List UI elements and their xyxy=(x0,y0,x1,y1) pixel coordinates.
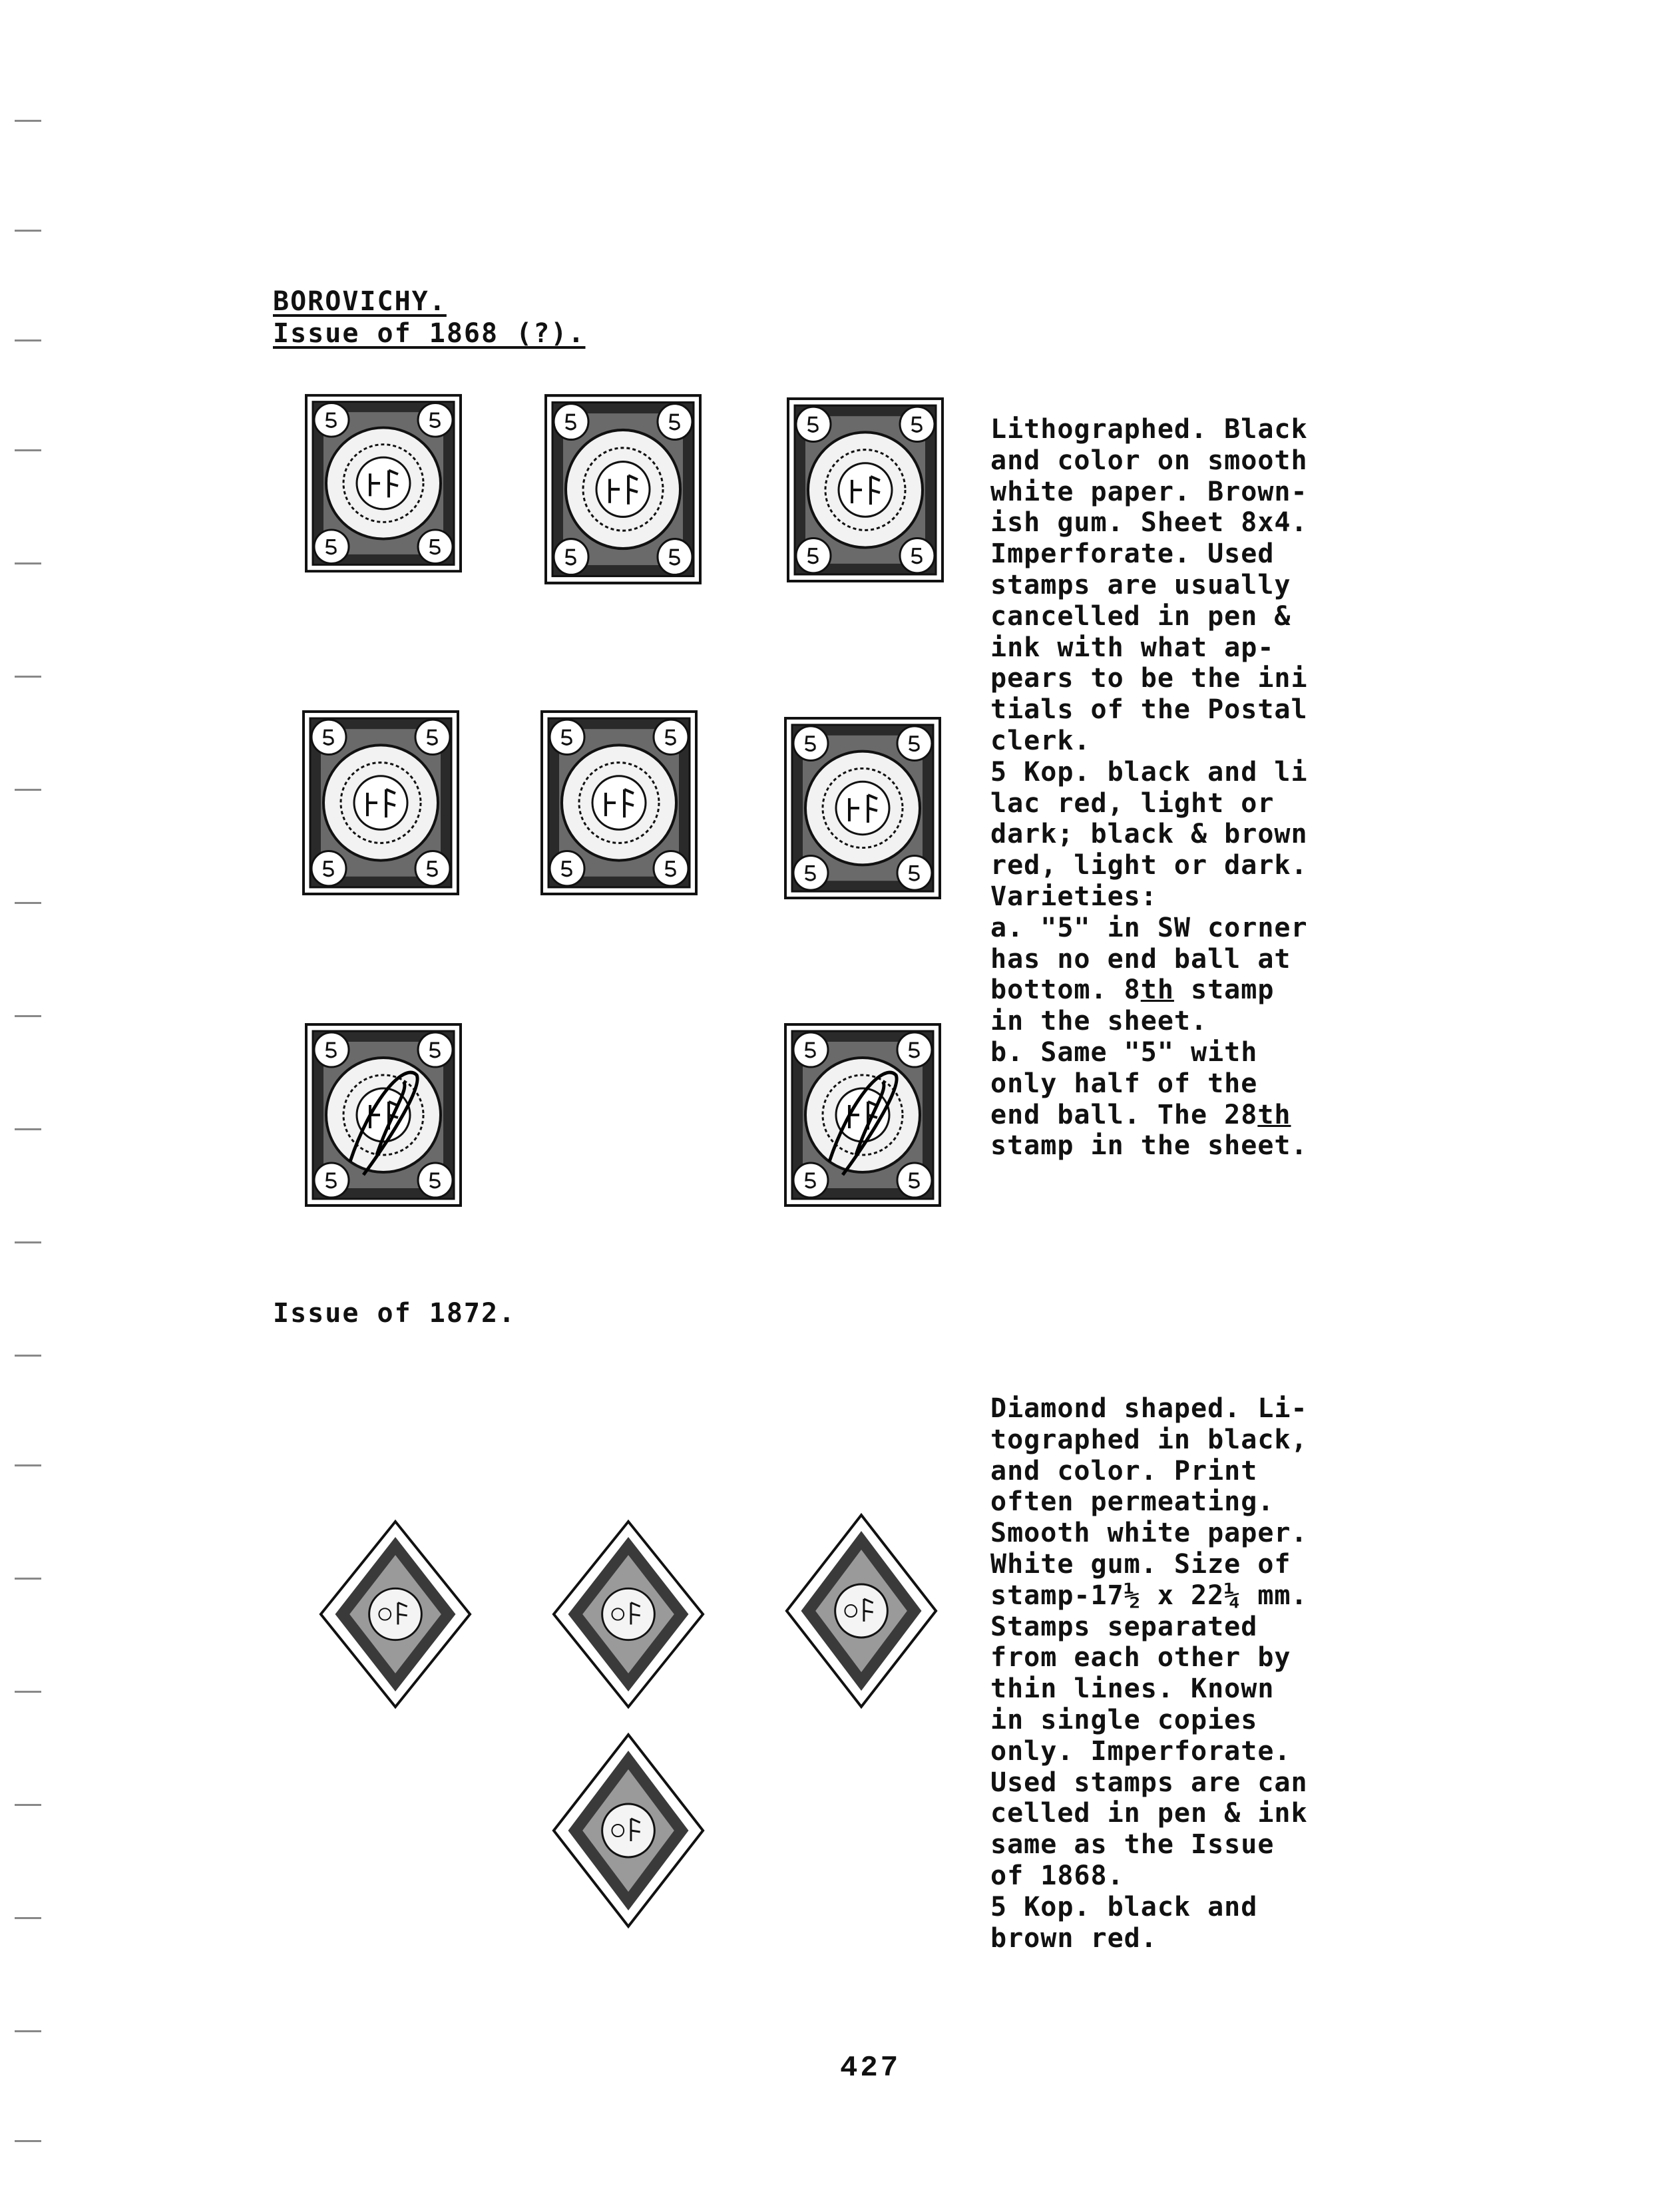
description-line: ink with what ap- xyxy=(990,632,1275,663)
description-line: stamps are usually xyxy=(990,569,1291,600)
description-line: pears to be the ini xyxy=(990,663,1308,694)
issue-1868-description xyxy=(990,414,1343,1162)
section-title: BOROVICHY. xyxy=(273,286,447,317)
issue-1872-heading: Issue of 1872. xyxy=(273,1298,517,1329)
stamp-1868-image xyxy=(304,393,463,574)
description-line: Stamps separated xyxy=(990,1611,1258,1642)
description-line: celled in pen & ink xyxy=(990,1798,1308,1829)
description-line: stamp-17½ x 22¼ mm. xyxy=(990,1580,1308,1611)
description-line: 5 Kop. black and xyxy=(990,1891,1258,1922)
description-line: from each other by xyxy=(990,1642,1291,1673)
description-line: clerk. xyxy=(990,725,1091,756)
stamp-1872-image xyxy=(783,1511,940,1711)
description-line: stamp in the sheet. xyxy=(990,1130,1308,1162)
issue-1872-description xyxy=(990,1393,1343,1954)
description-line: same as the Issue xyxy=(990,1829,1275,1861)
description-line: White gum. Size of xyxy=(990,1548,1291,1580)
page-number: 427 xyxy=(840,2052,901,2085)
description-line: Lithographed. Black xyxy=(990,414,1308,445)
stamp-1868-image xyxy=(785,396,945,584)
description-line: Used stamps are can xyxy=(990,1767,1308,1798)
stamp-1872-image xyxy=(550,1731,707,1930)
stamp-1868-cancelled-image xyxy=(304,1022,463,1208)
issue-1868-heading: Issue of 1868 (?). xyxy=(273,318,586,349)
description-line: brown red. xyxy=(990,1922,1157,1954)
stamp-1868-image xyxy=(539,709,699,897)
description-line: end ball. The 28th xyxy=(990,1099,1291,1130)
description-line: Imperforate. Used xyxy=(990,539,1275,570)
description-line: thin lines. Known xyxy=(990,1673,1275,1705)
stamp-1868-image xyxy=(301,709,461,897)
description-line: Diamond shaped. Li- xyxy=(990,1393,1308,1424)
description-line: b. Same "5" with xyxy=(990,1036,1258,1068)
stamp-1872-image xyxy=(550,1518,707,1711)
binder-marks xyxy=(0,0,53,2194)
description-line: lac red, light or xyxy=(990,787,1275,819)
description-line: red, light or dark. xyxy=(990,850,1308,881)
description-line: has no end ball at xyxy=(990,943,1291,975)
description-line: tographed in black, xyxy=(990,1424,1308,1455)
description-line: bottom. 8th stamp xyxy=(990,975,1275,1006)
stamp-1868-cancelled-image xyxy=(783,1022,943,1208)
description-line: dark; black & brown xyxy=(990,819,1308,850)
description-line: of 1868. xyxy=(990,1860,1124,1891)
description-line: a. "5" in SW corner xyxy=(990,912,1308,943)
description-line: white paper. Brown- xyxy=(990,476,1308,507)
stamp-1868-image xyxy=(543,393,703,586)
description-line: cancelled in pen & xyxy=(990,600,1291,632)
description-line: in the sheet. xyxy=(990,1006,1208,1037)
description-line: and color on smooth xyxy=(990,445,1308,476)
description-line: only half of the xyxy=(990,1068,1258,1099)
description-line: and color. Print xyxy=(990,1455,1258,1486)
description-line: in single copies xyxy=(990,1704,1258,1735)
description-line: Varieties: xyxy=(990,881,1157,912)
description-line: Smooth white paper. xyxy=(990,1518,1308,1549)
stamp-1868-image xyxy=(783,716,943,901)
description-line: 5 Kop. black and li xyxy=(990,756,1308,787)
stamp-1872-image xyxy=(317,1518,474,1711)
description-line: ish gum. Sheet 8x4. xyxy=(990,507,1308,539)
description-line: tials of the Postal xyxy=(990,694,1308,726)
description-line: only. Imperforate. xyxy=(990,1735,1291,1767)
description-line: often permeating. xyxy=(990,1486,1275,1518)
